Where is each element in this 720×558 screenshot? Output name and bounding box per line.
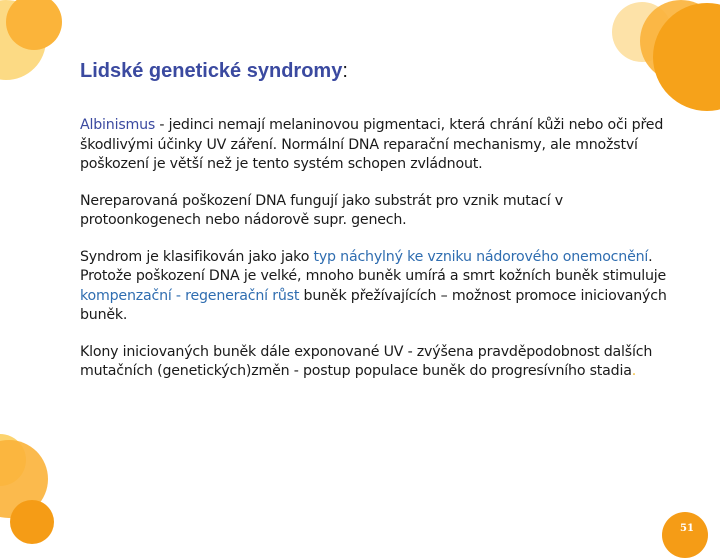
paragraph-albinismus (80, 116, 680, 175)
paragraph-text: Syndrom je klasifikován jako jako (80, 248, 314, 265)
title-text: Lidské genetické syndromy (80, 60, 343, 82)
paragraph-clones (80, 343, 680, 382)
trailing-period: . (631, 363, 637, 379)
paragraph-syndrome-classification (80, 248, 680, 326)
title-colon: : (342, 60, 348, 82)
decor-circle (6, 0, 62, 50)
highlight-cancer-prone: typ náchylný ke vzniku nádorového onemocnění (313, 248, 649, 265)
paragraph-text: - jedinci nemají melaninovou pigmentaci, která chrání kůži nebo oči před škodlivými účinky UV záření. Normální DNA reparační mechanismy, ale množství poškození je větší než je tento systém schopen zvládnout. (80, 117, 664, 172)
decor-circle (10, 500, 54, 544)
page-title (80, 60, 348, 83)
albinismus-term: Albinismus (80, 117, 156, 133)
paragraph-text: Klony iniciovaných buněk dále exponované UV - zvýšena pravděpodobnost dalších mutačních (genetických)změn - postup populace buněk do progresívního stadia (80, 343, 653, 379)
paragraph-text: . Protože poškození DNA je velké, mnoho buněk umírá a smrt kožních buněk stimuluje (80, 248, 667, 284)
paragraph-text: Nereparovaná poškození DNA fungují jako substrát pro vznik mutací v protoonkogenech nebo nádorově supr. genech. (80, 192, 564, 228)
slide-body (80, 116, 680, 399)
paragraph-unrepaired-damage (80, 192, 680, 231)
paragraph-text: buněk přežívajících – možnost promoce iniciovaných buněk. (80, 287, 667, 323)
page-number: 51 (680, 523, 694, 534)
highlight-regenerative-growth: kompenzační - regenerační růst (80, 287, 300, 304)
